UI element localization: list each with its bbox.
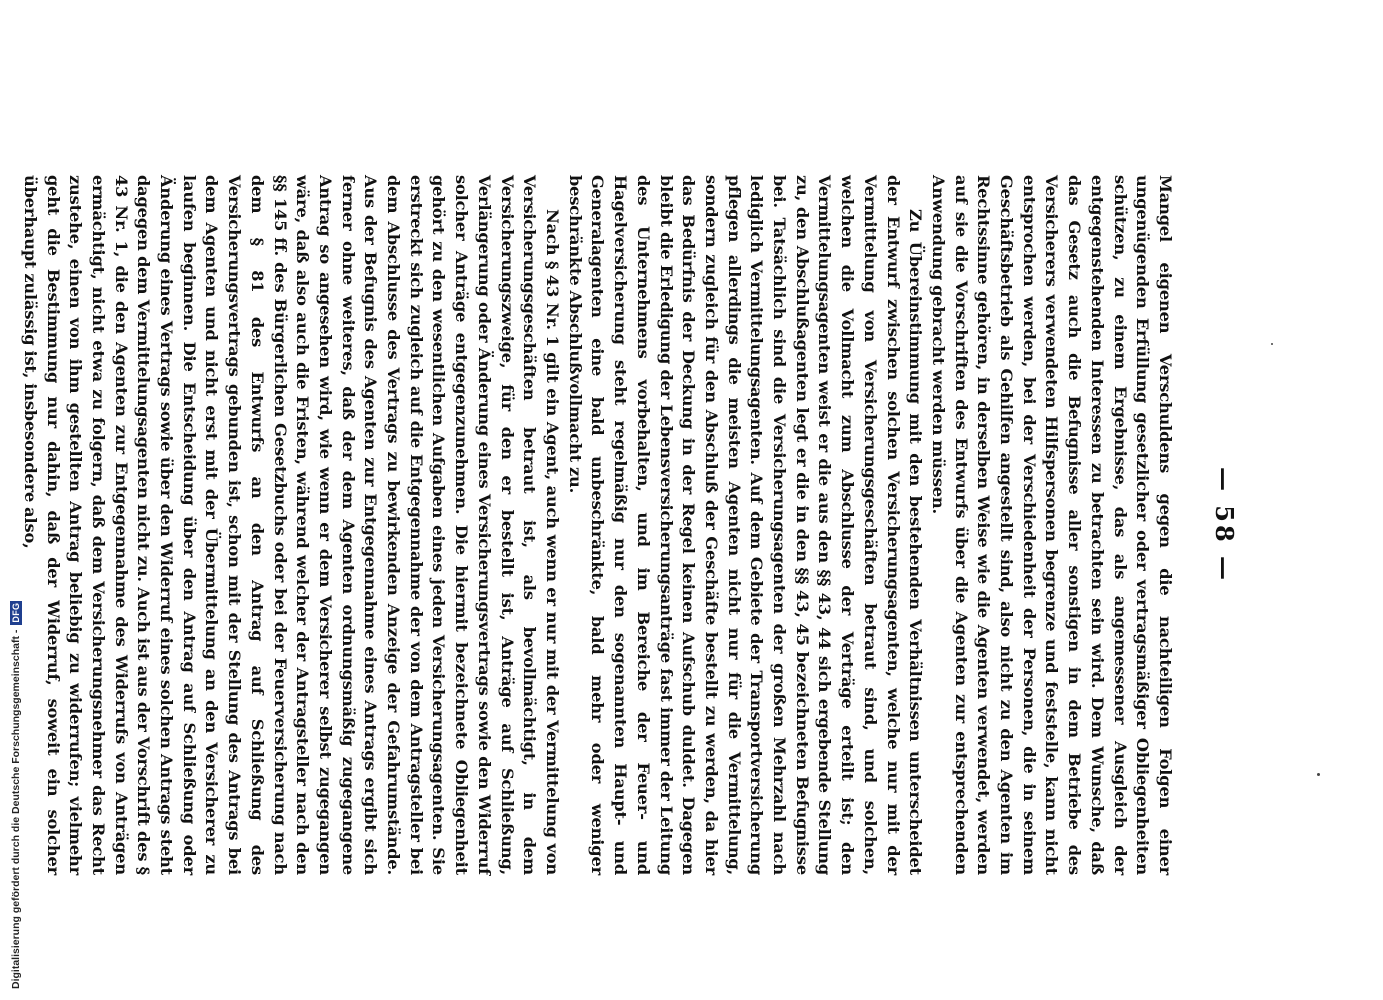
paragraph-2: Zu Übereinstimmung mit den bestehenden Verhältnissen unterscheidet der Entwurf zwischen solchen Versicherungsagenten, welche nur mit der Vermittelung von Versicherungsgeschäften betraut sind, und solchen, welchen die Vollmacht zum Abschlusse der Verträge erteilt ist; den Vermittelungsagenten weist er die aus den §§ 43, 44 sich ergebende Stellung zu, den Abschlußagenten legt er die in den §§ 43, 45 bezeichneten Befugnisse bei. Tatsächlich sind die Versicherungsagenten der großen Mehrzahl nach lediglich Vermittelungsagenten. Auf dem Gebiete der Transportversicherung pflegen allerdings die meisten Agenten nicht nur für die Vermittelung, sondern zugleich für den Abschluß der Geschäfte bestellt zu werden, da hier das Bedürfnis der Deckung in der Regel keinen Aufschub duldet. Dagegen bleibt die Erledigung der Lebensversicherungsanträge fast immer der Leitung des Unternehmens vorbehalten, und im Bereiche der Feuer- und Hagelversicherung steht regelmäßig nur den sogenannten Haupt- und Generalagenten eine bald unbeschränkte, bald mehr oder weniger beschränkte Abschlußvollmacht zu. <box>565 175 926 875</box>
digitization-credit <box>0 0 20 1000</box>
scan-speck <box>1271 343 1273 345</box>
page-body <box>18 175 1176 875</box>
scan-speck <box>1317 773 1320 776</box>
paragraph-3: Nach § 43 Nr. 1 gilt ein Agent, auch wenn er nur mit der Vermittelung von Versicherungsgeschäften betraut ist, als bevollmächtigt, in dem Versicherungszweige, für den er bestellt ist, Anträge auf Schließung, Verlängerung oder Änderung eines Versicherungsvertrags sowie den Widerruf solcher Anträge entgegenzunehmen. Die hiermit bezeichnete Obliegenheit gehört zu den wesentlichen Aufgaben eines jeden Versicherungsagenten. Sie erstreckt sich zugleich auf die Entgegennahme der von dem Antragsteller bei dem Abschlusse des Vertrags zu bewirkenden Anzeige der Gefahrumstände. Aus der Befugnis des Agenten zur Entgegennahme eines Antrags ergibt sich ferner ohne weiteres, daß der dem Agenten ordnungsmäßig zugegangene Antrag so angesehen wird, wie wenn er dem Versicherer selbst zugegangen wäre, daß also auch die Fristen, während welcher der Antragsteller nach den §§ 145 ff. des Bürgerlichen Gesetzbuchs oder bei der Feuerversicherung nach dem § 81 des Entwurfs an den Antrag auf Schließung des Versicherungsvertrags gebunden ist, schon mit der Stellung des Antrags bei dem Agenten und nicht erst mit der Übermittelung an den Versicherer zu laufen beginnen. Die Entscheidung über den Antrag auf Schließung oder Änderung eines Vertrags sowie über den Widerruf eines solchen Antrags steht dagegen dem Vermittelungsagenten nicht zu. Auch ist aus der Vorschrift des § 43 Nr. 1, die den Agenten zur Entgegennahme des Widerrufs von Anträgen ermächtigt, nicht etwa zu folgern, daß dem Versicherungsnehmer das Recht zustehe, einen von ihm gestellten Antrag beliebig zu widerrufen; vielmehr geht die Bestimmung nur dahin, daß der Widerruf, soweit ein solcher überhaupt zulässig ist, insbesondere also, <box>20 175 563 875</box>
scanned-page-frame <box>20 175 1245 875</box>
scanned-page <box>20 175 1245 875</box>
credit-text: Digitalisierung gefördert durch die Deutsche Forschungsgemeinschaft - <box>10 629 22 989</box>
page-number: — 58 — <box>1210 466 1239 584</box>
paragraph-1: Mangel eigenen Verschuldens gegen die nachteiligen Folgen einer ungenügenden Erfüllung gesetzlicher oder vertragsmäßiger Obliegenheiten schützen, zu einem Ergebnisse, das als angemessener Ausgleich der entgegenstehenden Interessen zu betrachten sein wird. Dem Wunsche, daß das Gesetz auch die Befugnisse aller sonstigen in dem Betriebe des Versicherers verwendeten Hilfspersonen begrenze und feststelle, kann nicht entsprochen werden, bei der Verschiedenheit der Personen, die in seinem Geschäftsbetrieb als Gehilfen angestellt sind, also nicht zu den Agenten im Rechtssinne gehören, in derselben Weise wie die Agenten verwendet, werden auf sie die Vorschriften des Entwurfs über die Agenten zur entsprechenden Anwendung gebracht werden müssen. <box>928 175 1175 875</box>
dfg-logo: DFG <box>11 602 21 623</box>
